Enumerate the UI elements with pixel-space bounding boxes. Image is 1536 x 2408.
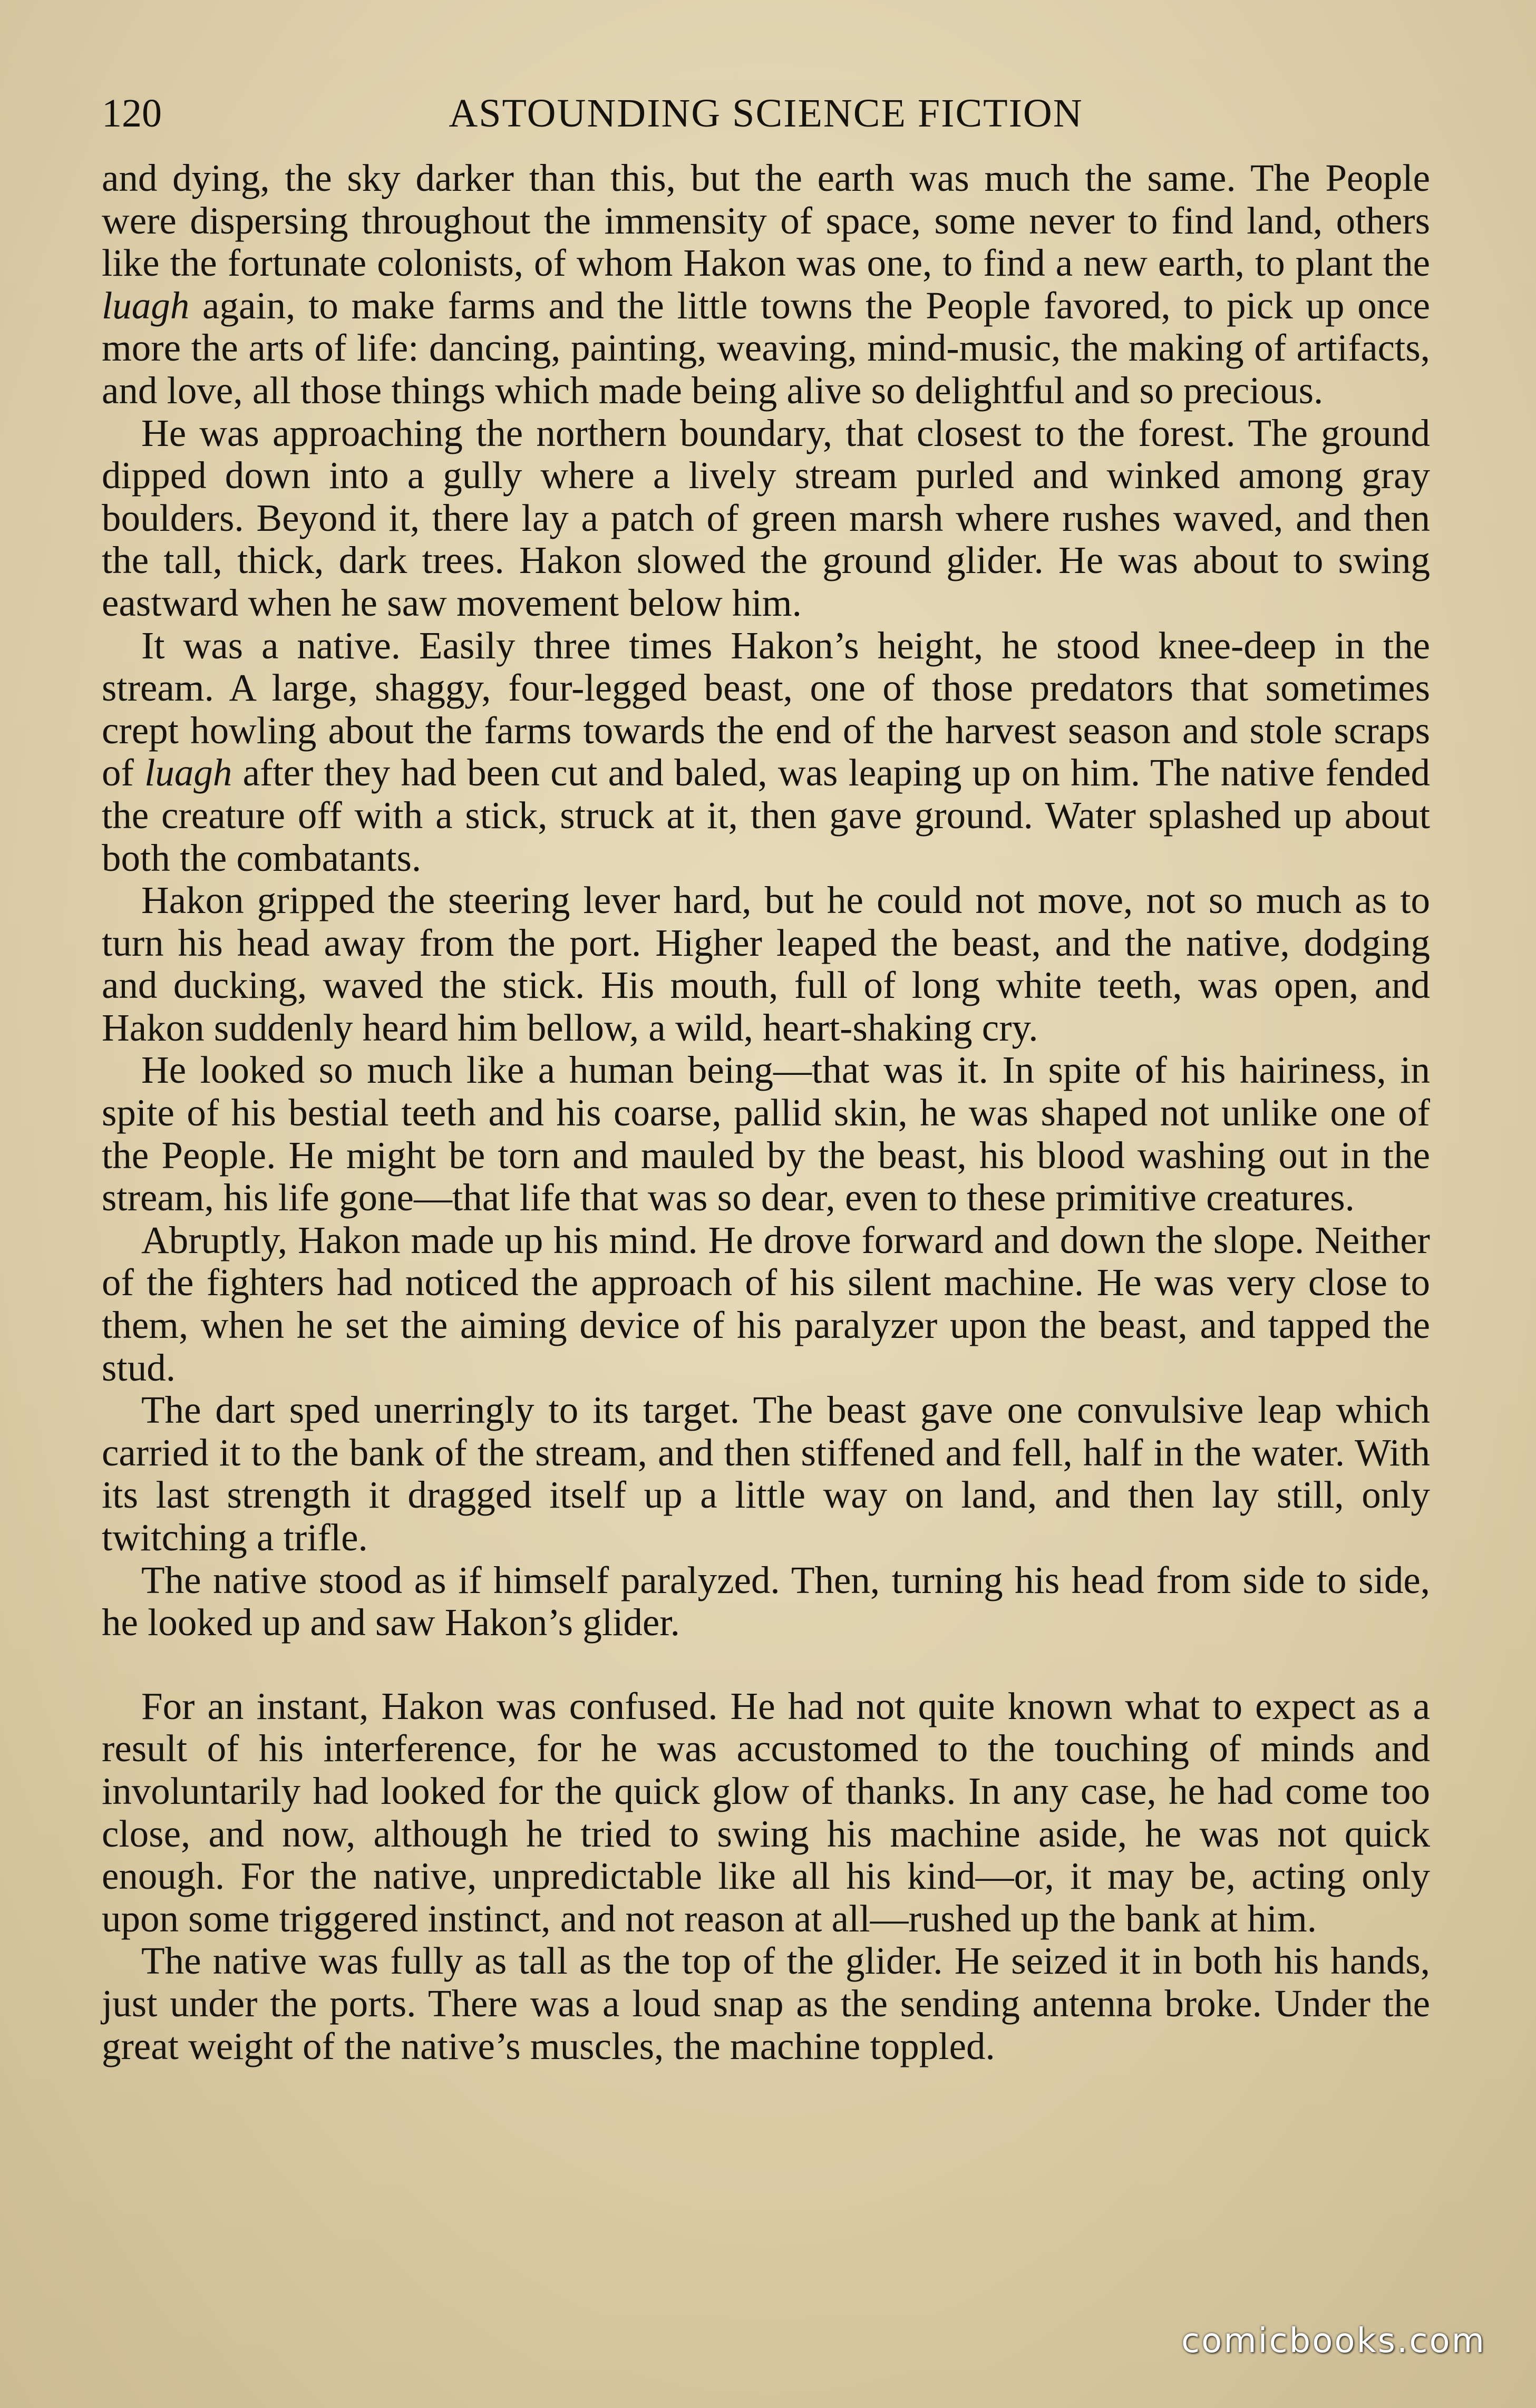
paragraph-1-italic-term: luagh bbox=[102, 284, 190, 327]
paragraph-10: The native was fully as tall as the top of the glider. He seized it in both his hands, just under the ports. There was a loud snap as the sending antenna broke. Under the great weight of the native’s muscles, the machine toppled. bbox=[102, 1939, 1430, 2067]
paragraph-1 bbox=[102, 157, 1430, 412]
paragraph-9: For an instant, Hakon was confused. He had not quite known what to expect as a result of his interference, for he was accustomed to the touching of minds and involuntarily had looked for the quick glow of thanks. In any case, he had come too close, and now, although he tried to swing his machine aside, he was not quick enough. For the native, unpredictable like all his kind—or, it may be, acting only upon some triggered instinct, and not reason at all—rushed up the bank at him. bbox=[102, 1684, 1430, 1940]
story-text bbox=[102, 157, 1430, 2067]
paragraph-1-text-before: and dying, the sky darker than this, but the earth was much the same. The People were dispersing throughout the immensity of space, some never to find land, others like the fortunate colonists, of whom Hakon was one, to find a new earth, to plant the bbox=[102, 157, 1430, 285]
paragraph-8: The native stood as if himself paralyzed. Then, turning his head from side to side, he looked up and saw Hakon’s glider. bbox=[102, 1558, 1430, 1644]
journal-title: ASTOUNDING SCIENCE FICTION bbox=[449, 91, 1083, 135]
paragraph-5: He looked so much like a human being—that was it. In spite of his hairiness, in spite of his bestial teeth and his coarse, pallid skin, he was shaped not unlike one of the People. He might be torn and mauled by the beast, his blood washing out in the stream, his life gone—that life that was so dear, even to these primitive creatures. bbox=[102, 1048, 1430, 1219]
paragraph-3-text-before: It was a native. Easily three times Hakon’s height, he stood knee-deep in the stream. A large, shaggy, four-legged beast, one of those predators that sometimes crept howling about the farms towards the end of the harvest season and stole scraps of bbox=[102, 624, 1430, 794]
paragraph-3-text-after: after they had been cut and baled, was leaping up on him. The native fended the creature off with a stick, struck at it, then gave ground. Water splashed up about both the combatants. bbox=[102, 751, 1430, 879]
running-head bbox=[102, 87, 1430, 140]
paragraph-4: Hakon gripped the steering lever hard, but he could not move, not so much as to turn his head away from the port. Higher leaped the beast, and the native, dodging and ducking, waved the stick. His mouth, full of long white teeth, was open, and Hakon suddenly heard him bellow, a wild, heart-shaking cry. bbox=[102, 879, 1430, 1049]
page-number: 120 bbox=[102, 91, 162, 135]
paragraph-2: He was approaching the northern boundary, that closest to the forest. The ground dipped down into a gully where a lively stream purled and winked among gray boulders. Beyond it, there lay a patch of green marsh where rushes waved, and then the tall, thick, dark trees. Hakon slowed the ground glider. He was about to swing eastward when he saw movement below him. bbox=[102, 411, 1430, 624]
paragraph-1-text-after: again, to make farms and the little towns the People favored, to pick up once more the arts of life: dancing, painting, weaving, mind-music, the making of artifacts, and love, all those things which made being alive so delightful and so precious. bbox=[102, 284, 1430, 412]
paragraph-3 bbox=[102, 625, 1430, 880]
watermark: comicbooks.com bbox=[1181, 2322, 1486, 2361]
paragraph-3-italic-term: luagh bbox=[144, 751, 232, 794]
paragraph-6: Abruptly, Hakon made up his mind. He drove forward and down the slope. Neither of the fighters had noticed the approach of his silent machine. He was very close to them, when he set the aiming device of his paralyzer upon the beast, and tapped the stud. bbox=[102, 1218, 1430, 1389]
paragraph-7: The dart sped unerringly to its target. The beast gave one convulsive leap which carried it to the bank of the stream, and then stiffened and fell, half in the water. With its last strength it dragged itself up a little way on land, and then lay still, only twitching a trifle. bbox=[102, 1389, 1430, 1559]
